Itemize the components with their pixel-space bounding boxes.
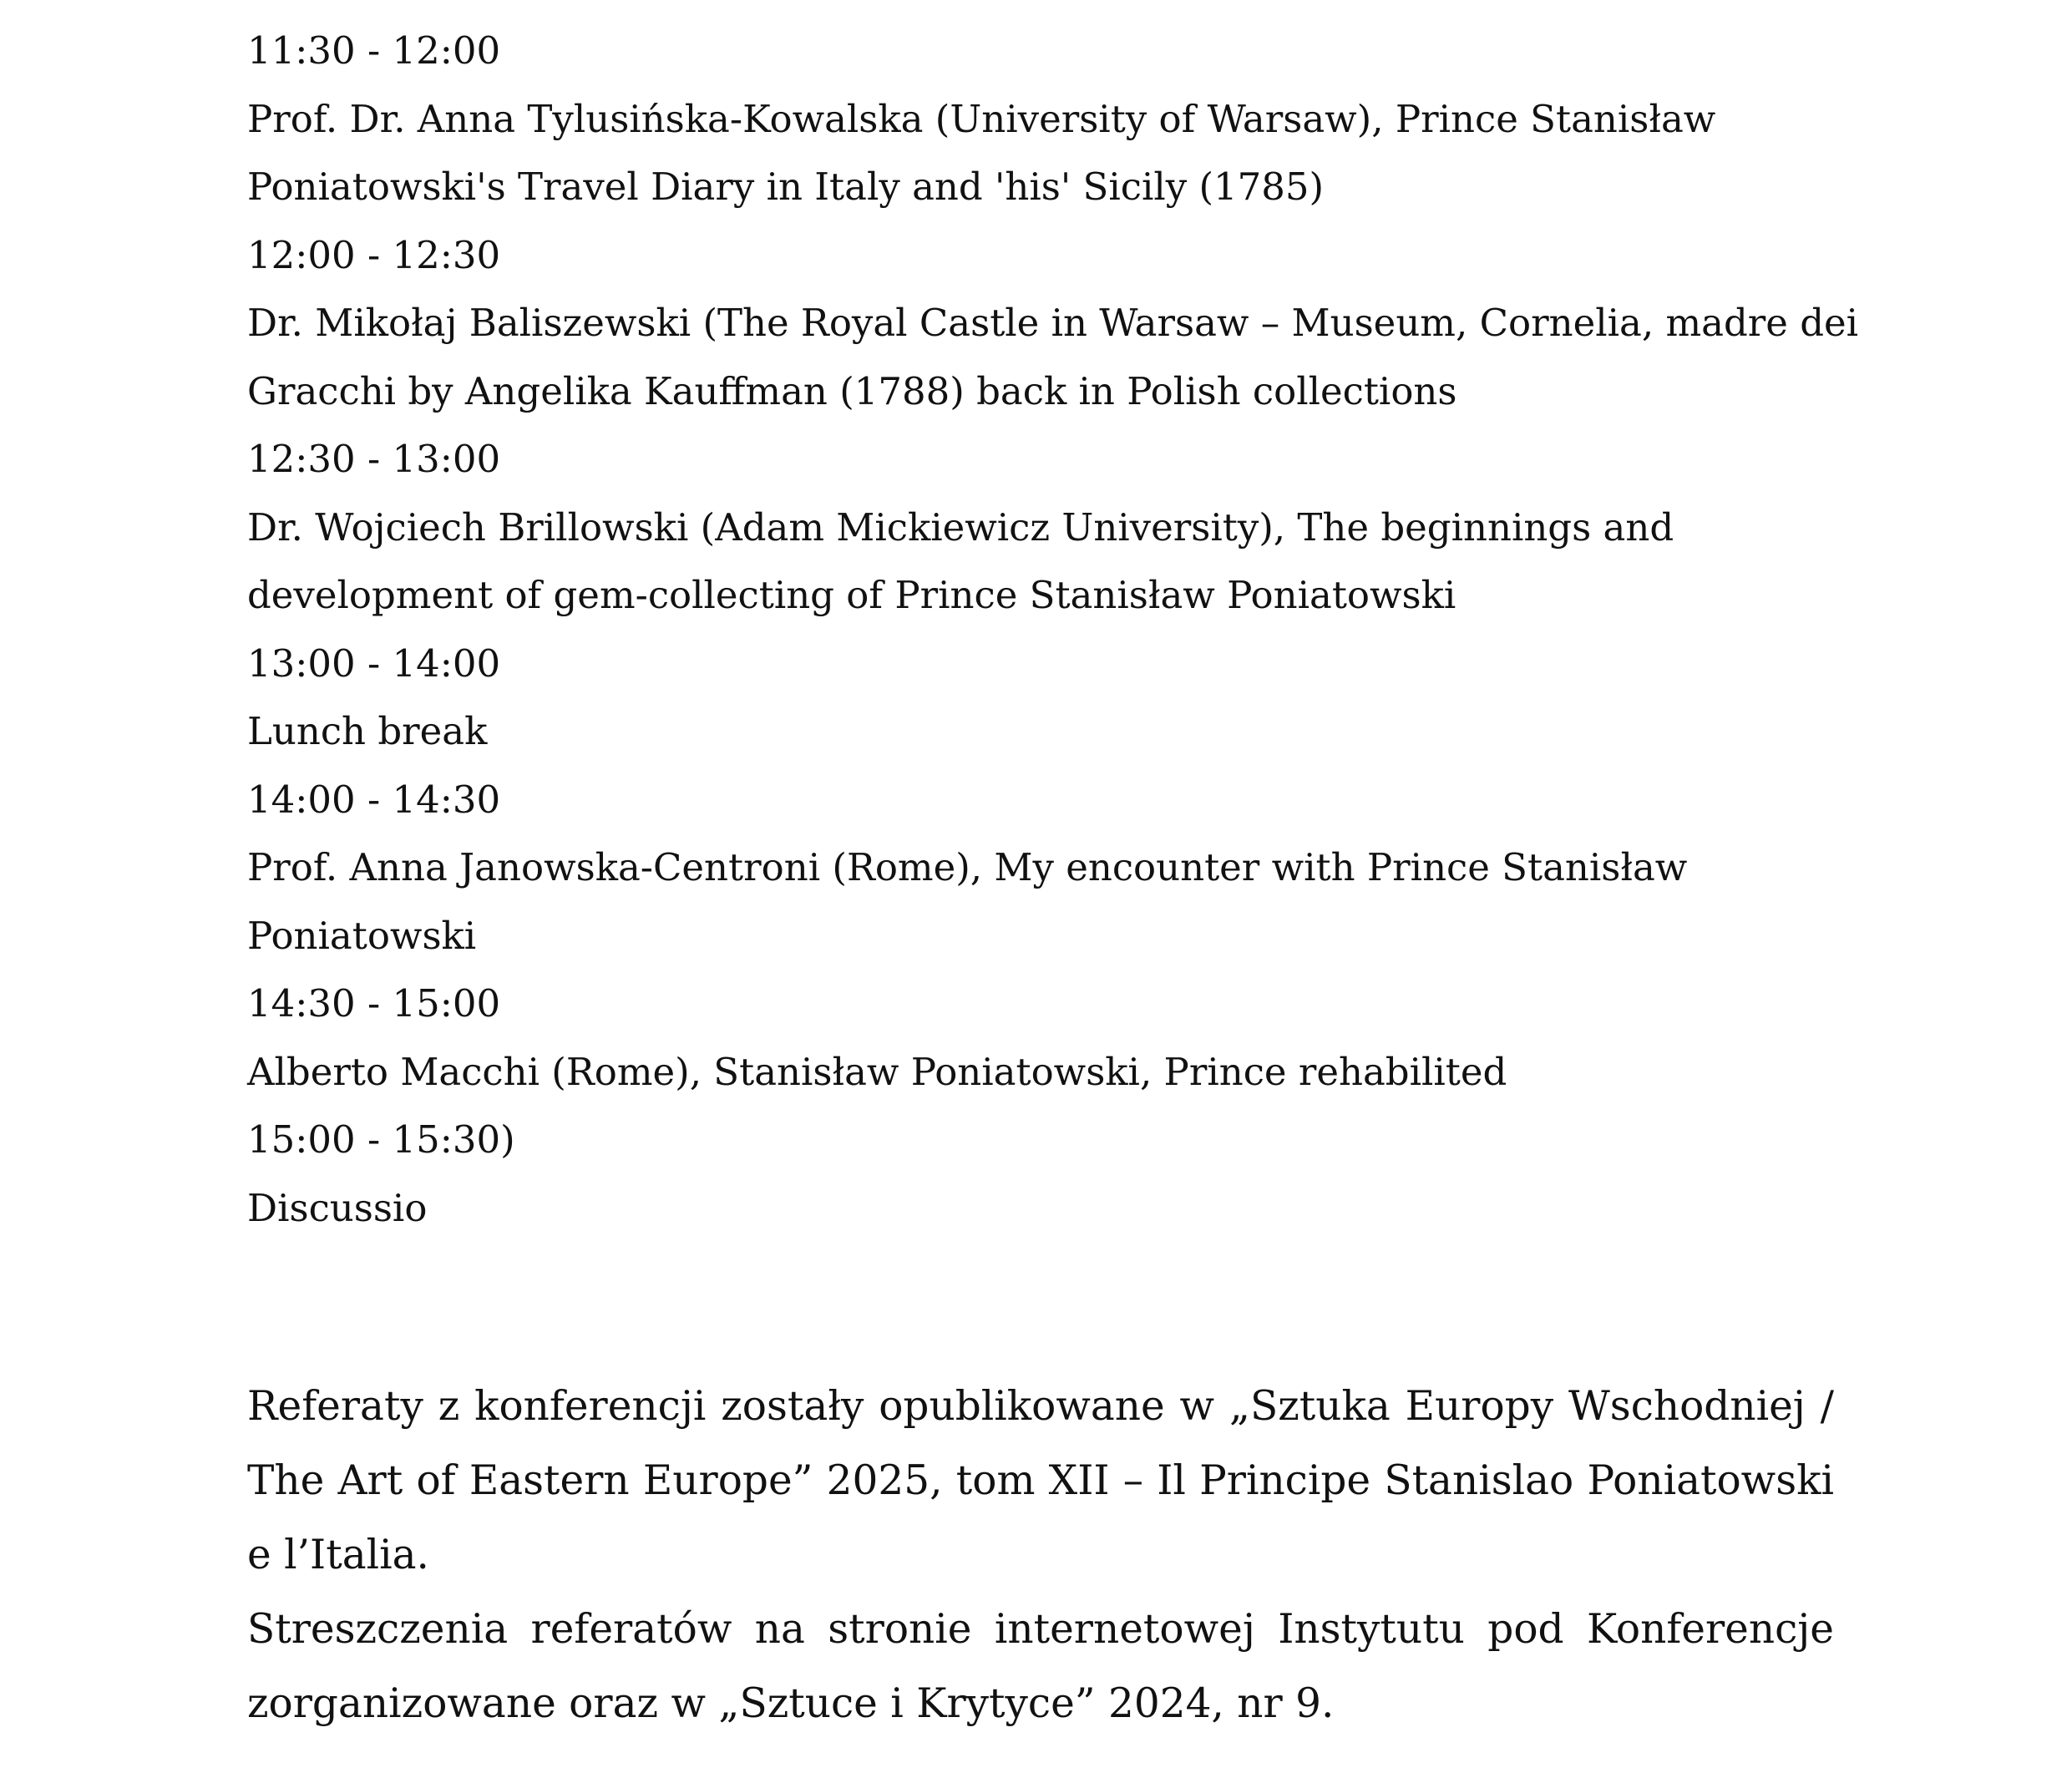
schedule-time: 14:30 - 15:00	[247, 981, 501, 1026]
schedule-entry: Prof. Anna Janowska-Centroni (Rome), My encounter with Prince Stanisław Poniatowski	[247, 845, 1688, 958]
schedule-entry: Dr. Wojciech Brillowski (Adam Mickiewicz University), The beginnings and development of gem-collecting of Prince Stanisław Poniatowski	[247, 504, 1674, 617]
schedule-entry: Prof. Dr. Anna Tylusińska-Kowalska (University of Warsaw), Prince Stanisław Poniatowski's Travel Diary in Italy and 'his' Sicily (1785)	[247, 96, 1716, 209]
schedule-entry: Lunch break	[247, 709, 488, 753]
conference-schedule	[247, 17, 1859, 1242]
schedule-time: 13:00 - 14:00	[247, 641, 501, 686]
schedule-entry: Dr. Mikołaj Baliszewski (The Royal Castle in Warsaw – Museum, Cornelia, madre dei Gracchi by Angelika Kauffman (1788) back in Polish collections	[247, 301, 1859, 413]
schedule-time: 12:00 - 12:30	[247, 232, 501, 277]
schedule-entry: Discussio	[247, 1185, 428, 1230]
publication-note: Referaty z konferencji zostały opublikowane w „Sztuka Europy Wschodniej / The Art of Eastern Europe” 2025, tom XII – Il Principe Stanislao Poniatowski e l’Italia.	[247, 1383, 1834, 1578]
schedule-time: 15:00 - 15:30)	[247, 1117, 515, 1162]
schedule-time: 11:30 - 12:00	[247, 28, 501, 73]
abstracts-note: Streszczenia referatów na stronie internetowej Instytutu pod Konferencje zorganizowane oraz w „Sztuce i Krytyce” 2024, nr 9.	[247, 1606, 1834, 1727]
schedule-time: 12:30 - 13:00	[247, 437, 501, 481]
schedule-entry: Alberto Macchi (Rome), Stanisław Poniatowski, Prince rehabilited	[247, 1049, 1507, 1094]
conference-notes	[247, 1370, 1834, 1741]
schedule-time: 14:00 - 14:30	[247, 777, 501, 822]
